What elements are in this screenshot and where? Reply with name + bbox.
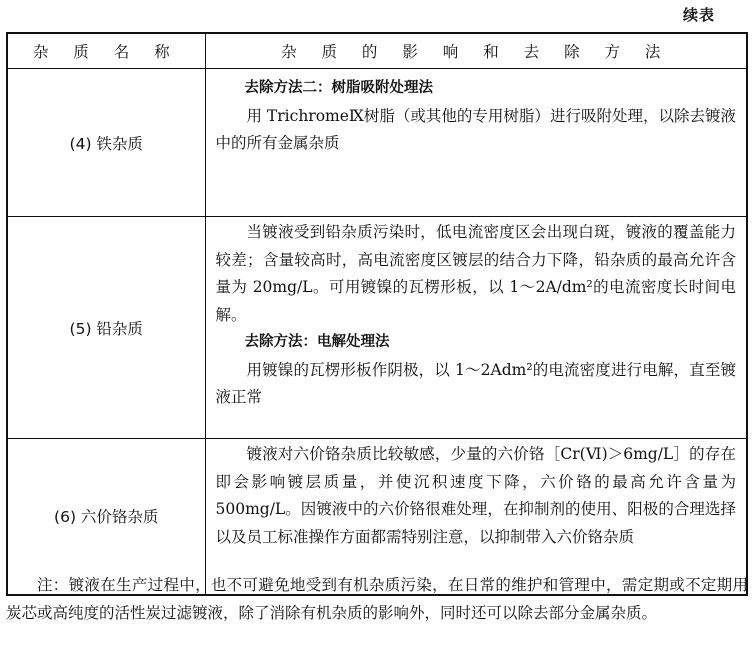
- impurity-table: [6, 32, 748, 596]
- impurity-name: (4) 铁杂质: [7, 69, 205, 217]
- impurity-name: (6) 六价铬杂质: [7, 439, 205, 595]
- continued-label: 续表: [682, 6, 715, 24]
- paragraph: 去除方法二：树脂吸附处理法: [244, 80, 433, 96]
- header-impact-and-removal: 杂 质 的 影 响 和 去 除 方 法: [205, 33, 747, 69]
- paragraph: 当镀液受到铅杂质污染时，低电流密度区会出现白斑，镀液的覆盖能力较差；含量较高时，高电流密度区镀层的结合力下降，铅杂质的最高允许含量为 20mg/L。可用镀镍的瓦楞形板，以 1～2A/dm²的电流密度长时间电解。: [215, 223, 736, 324]
- table-row: [7, 217, 747, 439]
- impurity-name: (5) 铅杂质: [7, 217, 205, 439]
- header-impurity-name: 杂 质 名 称: [7, 33, 205, 69]
- paragraph: 用 TrichromeⅨ树脂（或其他的专用树脂）进行吸附处理，以除去镀液中的所有金属杂质: [215, 106, 736, 152]
- paragraph: 用镀镍的瓦楞形板作阴极，以 1～2Adm²的电流密度进行电解，直至镀液正常: [215, 360, 736, 406]
- table-header-row: [7, 33, 747, 69]
- paragraph: 镀液对六价铬杂质比较敏感，少量的六价铬［Cr(Ⅵ)＞6mg/L］的存在即会影响镀层质量，并使沉积速度下降，六价铬的最高允许含量为 500mg/L。因镀液中的六价铬很难处理，在抑制剂的使用、阳极的合理选择以及员工标准操作方面都需特别注意，以抑制带入六价铬杂质: [215, 445, 736, 546]
- footnote: 注：镀液在生产过程中，也不可避免地受到有机杂质污染，在日常的维护和管理中，需定期或不定期用炭芯或高纯度的活性炭过滤镀液，除了消除有机杂质的影响外，同时还可以除去部分金属杂质。: [6, 576, 748, 622]
- table-row: [7, 69, 747, 217]
- impurity-description: [205, 217, 747, 439]
- paragraph: 去除方法：电解处理法: [244, 334, 390, 350]
- impurity-description: [205, 69, 747, 217]
